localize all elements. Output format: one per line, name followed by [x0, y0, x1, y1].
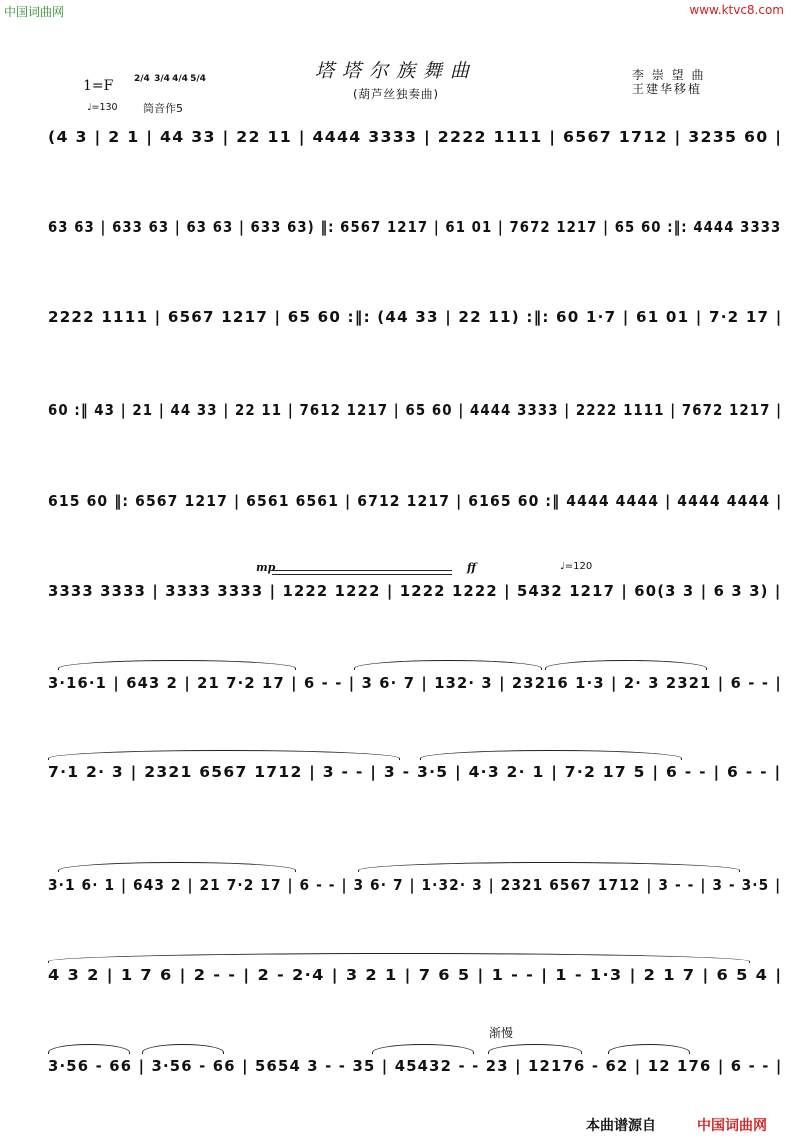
dynamic-ff: ff: [467, 561, 477, 574]
staff-notes: 60 :‖ 43 | 21 | 44 33 | 22 11 | 7612 1217 | 65 60 | 4444 3333 | 2222 1111 | 7672 1217 |: [48, 401, 783, 419]
score-subtitle: (葫芦丝独奏曲): [353, 87, 439, 101]
meter-4-4-label: 4/4: [172, 74, 188, 84]
staff-line-9: [0, 876, 792, 916]
phrase-slur: [545, 660, 707, 670]
meter-2-4: [134, 74, 150, 84]
footer-site: 中国词曲网: [697, 1118, 767, 1134]
meter-4-4: [171, 74, 189, 84]
score-title: 塔塔尔族舞曲: [314, 60, 477, 82]
meter-3-4: [153, 74, 171, 84]
phrase-slur: [488, 1044, 582, 1054]
phrase-slur: [58, 660, 296, 670]
staff-line-2: [0, 218, 792, 258]
composer-credit: 李 崇 望 曲: [632, 68, 706, 82]
staff-notes: 3·1 6· 1 | 643 2 | 21 7·2 17 | 6 - - | 3 6· 7 | 1·32· 3 | 2321 6567 1712 | 3 - - | 3 - 3·5 |: [48, 876, 782, 894]
phrase-slur: [358, 862, 740, 872]
phrase-slur: [608, 1044, 690, 1054]
staff-line-3: [0, 308, 792, 348]
footer-source: 本曲谱源自: [586, 1118, 656, 1134]
tuning-note: 筒音作5: [143, 102, 183, 115]
watermark-right: www.ktvc8.com: [689, 3, 784, 17]
staff-notes: 63 63 | 633 63 | 63 63 | 633 63) ‖: 6567 1217 | 61 01 | 7672 1217 | 65 60 :‖: 4444 3333: [48, 218, 782, 236]
phrase-slur: [354, 660, 542, 670]
phrase-slur: [48, 750, 400, 760]
crescendo-line-2: [272, 574, 452, 575]
meter-2-4-label: 2/4: [134, 74, 150, 84]
tempo-change: ♩=120: [560, 561, 593, 572]
phrase-slur: [48, 1044, 130, 1054]
staff-notes: 2222 1111 | 6567 1217 | 65 60 :‖: (44 33 | 22 11) :‖: 60 1·7 | 61 01 | 7·2 17 |: [48, 308, 783, 326]
phrase-slur: [58, 862, 296, 872]
phrase-slur: [420, 750, 682, 760]
staff-line-6: [0, 582, 792, 622]
ritardando-marking: 渐慢: [489, 1026, 514, 1040]
staff-notes: (4 3 | 2 1 | 44 33 | 22 11 | 4444 3333 | 2222 1111 | 6567 1712 | 3235 60 |: [48, 128, 783, 146]
meter-5-4: [189, 74, 207, 84]
staff-notes: 7·1 2· 3 | 2321 6567 1712 | 3 - - | 3 - 3·5 | 4·3 2· 1 | 7·2 17 5 | 6 - - | 6 - - |: [48, 763, 782, 781]
staff-notes: 3·16·1 | 643 2 | 21 7·2 17 | 6 - - | 3 6· 7 | 132· 3 | 23216 1·3 | 2· 3 2321 | 6 - - |: [48, 674, 782, 692]
meter-3-4-label: 3/4: [154, 74, 170, 84]
staff-line-10: [0, 966, 792, 1006]
staff-line-7: [0, 674, 792, 714]
dynamic-mp: mp: [256, 561, 276, 574]
staff-line-5: [0, 492, 792, 532]
staff-line-1: [0, 128, 792, 168]
staff-notes: 3333 3333 | 3333 3333 | 1222 1222 | 1222 1222 | 5432 1217 | 60(3 3 | 6 3 3) |: [48, 582, 782, 600]
tempo-marking: ♩=130: [87, 102, 118, 113]
staff-line-4: [0, 401, 792, 441]
staff-notes: 615 60 ‖: 6567 1217 | 6561 6561 | 6712 1217 | 6165 60 :‖ 4444 4444 | 4444 4444 |: [48, 492, 783, 510]
staff-line-8: [0, 763, 792, 803]
crescendo-line: [272, 570, 452, 571]
staff-notes: 3·56 - 66 | 3·56 - 66 | 5654 3 - - 35 | 45432 - - 23 | 12176 - 62 | 12 176 | 6 - - |: [48, 1057, 783, 1075]
key-signature: 1=F: [83, 78, 114, 94]
phrase-slur: [142, 1044, 224, 1054]
arranger-credit: 王建华移植: [632, 82, 703, 96]
meter-5-4-label: 5/4: [190, 74, 206, 84]
watermark-left: 中国词曲网: [4, 5, 65, 19]
staff-notes: 4 3 2 | 1 7 6 | 2 - - | 2 - 2·4 | 3 2 1 | 7 6 5 | 1 - - | 1 - 1·3 | 2 1 7 | 6 5 4 |: [48, 966, 783, 984]
staff-line-11: [0, 1057, 792, 1097]
phrase-slur: [372, 1044, 474, 1054]
phrase-slur: [48, 953, 750, 963]
